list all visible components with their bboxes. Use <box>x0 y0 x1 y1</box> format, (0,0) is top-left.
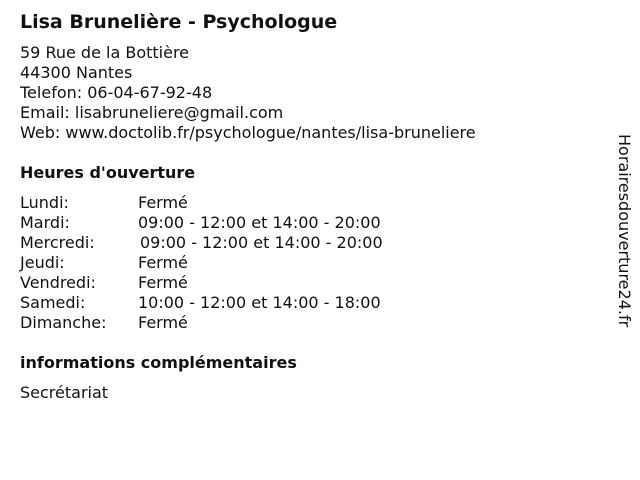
day-label: Jeudi: <box>20 253 65 272</box>
opening-hours-heading: Heures d'ouverture <box>20 163 196 182</box>
day-label: Samedi: <box>20 293 86 312</box>
hours-row-monday <box>20 193 580 213</box>
day-label: Mardi: <box>20 213 70 232</box>
hours-row-saturday <box>20 293 580 313</box>
business-name: Lisa Brunelière - Psychologue <box>20 11 338 33</box>
phone-number: Telefon: 06-04-67-92-48 <box>20 83 213 102</box>
hours-row-tuesday <box>20 213 580 233</box>
email-address: Email: lisabruneliere@gmail.com <box>20 103 284 122</box>
day-hours: Fermé <box>138 253 188 272</box>
street-address: 59 Rue de la Bottière <box>20 43 190 62</box>
day-hours: Fermé <box>138 313 188 332</box>
hours-row-sunday <box>20 313 580 333</box>
day-label: Lundi: <box>20 193 69 212</box>
additional-info-text: Secrétariat <box>20 383 109 402</box>
city-postal: 44300 Nantes <box>20 63 133 82</box>
day-hours: Fermé <box>138 273 188 292</box>
site-watermark: Horairesdouverture24.fr <box>615 134 634 328</box>
additional-info-heading: informations complémentaires <box>20 353 297 372</box>
hours-row-thursday <box>20 253 580 273</box>
day-label: Dimanche: <box>20 313 107 332</box>
day-hours: 09:00 - 12:00 et 14:00 - 20:00 <box>140 233 383 252</box>
hours-row-wednesday <box>20 233 580 253</box>
website-url: Web: www.doctolib.fr/psychologue/nantes/lisa-bruneliere <box>20 123 476 142</box>
hours-row-friday <box>20 273 580 293</box>
day-label: Mercredi: <box>20 233 95 252</box>
day-hours: 09:00 - 12:00 et 14:00 - 20:00 <box>138 213 381 232</box>
day-hours: Fermé <box>138 193 188 212</box>
day-label: Vendredi: <box>20 273 96 292</box>
day-hours: 10:00 - 12:00 et 14:00 - 18:00 <box>138 293 381 312</box>
